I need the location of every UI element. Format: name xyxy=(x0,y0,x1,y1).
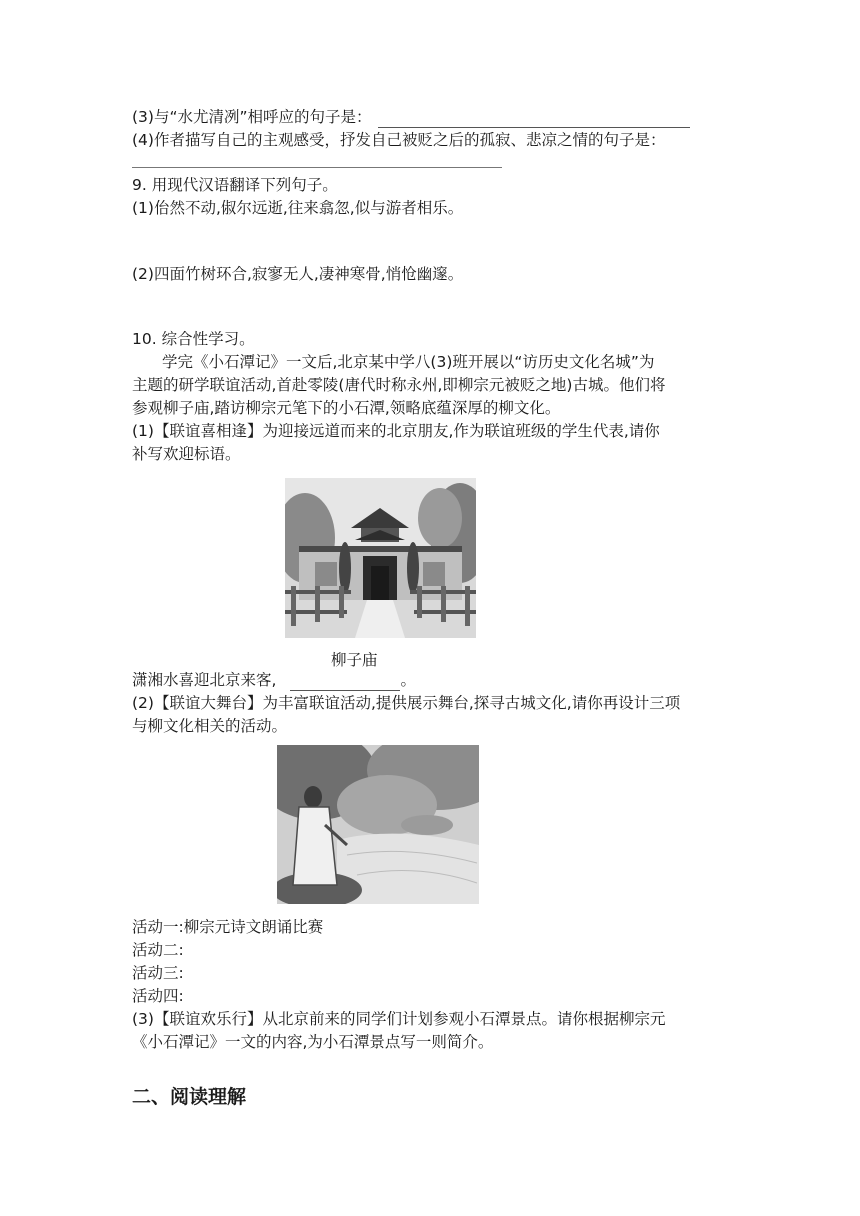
activity-1: 活动一:柳宗元诗文朗诵比赛 xyxy=(132,918,324,936)
q10-part3-line1: (3)【联谊欢乐行】从北京前来的同学们计划参观小石潭景点。请你根据柳宗元 xyxy=(132,1010,666,1028)
slogan-blank[interactable] xyxy=(290,672,400,691)
slogan-line xyxy=(132,669,416,691)
activity-2: 活动二: xyxy=(132,941,184,959)
activity-4: 活动四: xyxy=(132,987,184,1005)
q8-item4-answer-line[interactable] xyxy=(132,167,502,168)
q10-part1-line1: (1)【联谊喜相逢】为迎接远道而来的北京朋友,作为联谊班级的学生代表,请你 xyxy=(132,422,660,440)
q8-item3 xyxy=(132,106,690,128)
q10-title: 10. 综合性学习。 xyxy=(132,330,255,348)
q10-part2-line1: (2)【联谊大舞台】为丰富联谊活动,提供展示舞台,探寻古城文化,请你再设计三项 xyxy=(132,694,681,712)
slogan-end: 。 xyxy=(400,671,416,689)
q10-part2-line2: 与柳文化相关的活动。 xyxy=(132,717,288,735)
liuzi-temple-caption: 柳子庙 xyxy=(331,651,378,669)
q8-item4: (4)作者描写自己的主观感受，抒发自己被贬之后的孤寂、悲凉之情的句子是： xyxy=(132,131,666,149)
section-heading-reading: 二、阅读理解 xyxy=(132,1086,247,1108)
slogan-prefix: 潇湘水喜迎北京来客, xyxy=(132,671,277,689)
liu-zongyuan-painting xyxy=(277,745,479,904)
q9-item2: (2)四面竹树环合,寂寥无人,凄神寒骨,悄怆幽邃。 xyxy=(132,265,464,283)
q10-intro-line2: 主题的研学联谊活动,首赴零陵(唐代时称永州,即柳宗元被贬之地)古城。他们将 xyxy=(132,376,666,394)
q10-part1-line2: 补写欢迎标语。 xyxy=(132,445,241,463)
q8-item3-text: (3)与“水尤清冽”相呼应的句子是： xyxy=(132,108,372,126)
q9-title: 9. 用现代汉语翻译下列句子。 xyxy=(132,176,338,194)
q10-part3-line2: 《小石潭记》一文的内容,为小石潭景点写一则简介。 xyxy=(132,1033,494,1051)
q10-intro-line3: 参观柳子庙,踏访柳宗元笔下的小石潭,领略底蕴深厚的柳文化。 xyxy=(132,399,561,417)
activity-3: 活动三: xyxy=(132,964,184,982)
q8-item3-blank[interactable] xyxy=(378,109,690,128)
liuzi-temple-photo xyxy=(285,478,476,638)
q10-intro-line1: 学完《小石潭记》一文后,北京某中学八(3)班开展以“访历史文化名城”为 xyxy=(162,353,655,371)
q9-item1: (1)佁然不动,俶尔远逝,往来翕忽,似与游者相乐。 xyxy=(132,199,464,217)
